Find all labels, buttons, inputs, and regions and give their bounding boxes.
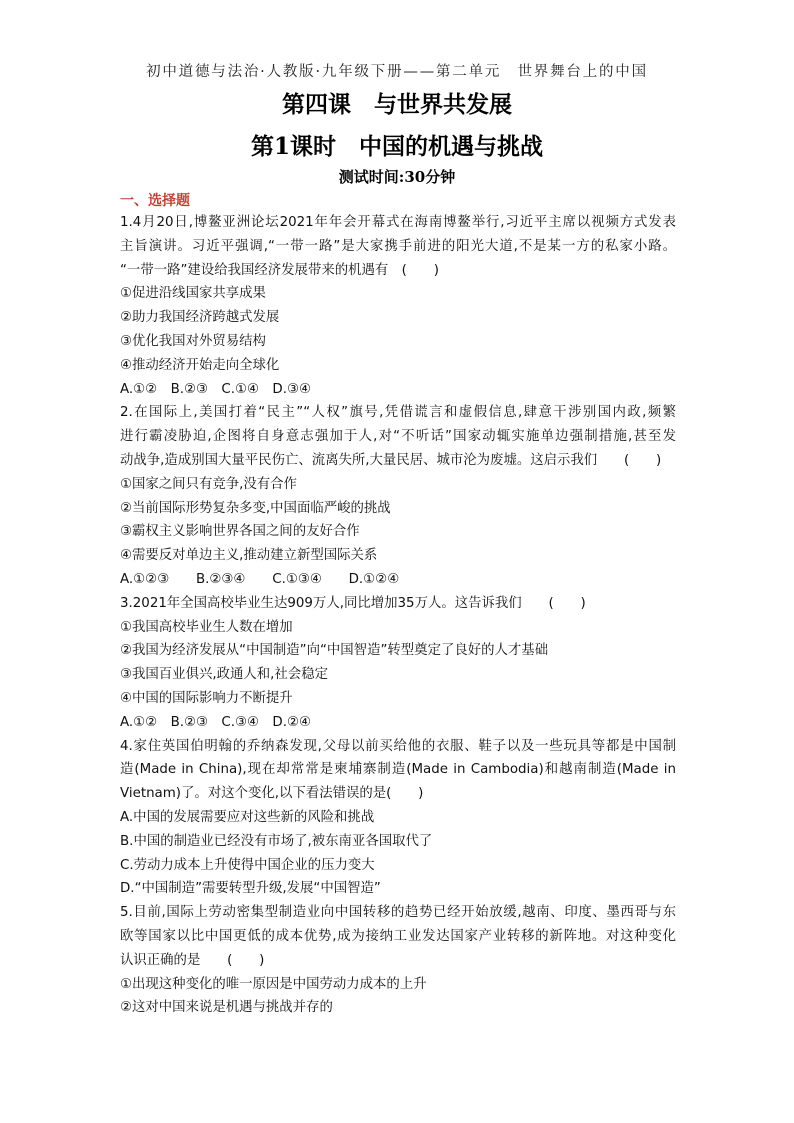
q4-option-d: D.“中国制造”需要转型升级,发展“中国智造” (120, 881, 381, 897)
q2-line: 2.在国际上,美国打着“民主”“人权”旗号,凭借谎言和虚假信息,肆意干涉别国内政,频繁 (120, 405, 676, 421)
lesson-title: 第四课 与世界共发展 (282, 91, 512, 118)
q4-option-b: B.中国的制造业已经没有市场了,被东南亚各国取代了 (120, 833, 433, 849)
q4-line: 造(Made in China),现在却常常是柬埔寨制造(Made in Cambodia)和越南制造(Made in (120, 762, 676, 778)
q3-statement: ②我国为经济发展从“中国制造”向“中国智造”转型奠定了良好的人才基础 (120, 643, 549, 659)
q1-statement: ②助力我国经济跨越式发展 (120, 310, 280, 326)
q1-line: 1.4月20日,博鳌亚洲论坛2021年年会开幕式在海南博鳌举行,习近平主席以视频方式发表 (120, 215, 676, 230)
q2-line: 动战争,造成别国大量平民伤亡、流离失所,大量民居、城市沦为废墟。这启示我们 ( ) (120, 452, 662, 468)
q4-option-c: C.劳动力成本上升使得中国企业的压力变大 (120, 857, 375, 873)
q3-statement: ①我国高校毕业生人数在增加 (120, 619, 293, 635)
q5-line: 认识正确的是 ( ) (120, 952, 265, 968)
q1-statement: ④推动经济开始走向全球化 (120, 357, 280, 373)
q3-statement: ④中国的国际影响力不断提升 (120, 690, 293, 706)
q1-statement: ③优化我国对外贸易结构 (120, 333, 266, 349)
question-list (120, 211, 676, 1020)
q2-statement: ④需要反对单边主义,推动建立新型国际关系 (120, 548, 378, 564)
q3-options: A.①② B.②③ C.③④ D.②④ (120, 714, 312, 730)
q2-statement: ①国家之间只有竞争,没有合作 (120, 476, 297, 492)
section-heading: 一、选择题 (120, 193, 190, 209)
q1-line: 主旨演讲。习近平强调,“一带一路”是大家携手前进的阳光大道,不是某一方的私家小路。 (120, 238, 676, 254)
q1-statement: ①促进沿线国家共享成果 (120, 286, 266, 302)
q4-line: 4.家住英国伯明翰的乔纳森发现,父母以前买给他的衣服、鞋子以及一些玩具等都是中国制 (120, 738, 676, 754)
q1-line: “一带一路”建设给我国经济发展带来的机遇有 ( ) (120, 262, 439, 278)
q4-option-a: A.中国的发展需要应对这些新的风险和挑战 (120, 809, 375, 825)
q3-line: 3.2021年全国高校毕业生达909万人,同比增加35万人。这告诉我们 ( ) (120, 595, 586, 611)
test-time: 测试时间:30分钟 (338, 168, 456, 186)
q5-line: 欧等国家以比中国更低的成本优势,成为接纳工业发达国家产业转移的新阵地。对这种变化 (120, 928, 676, 944)
period-title: 第1课时 中国的机遇与挑战 (250, 133, 543, 160)
running-header: 初中道德与法治·人教版·九年级下册——第二单元 世界舞台上的中国 (146, 64, 648, 80)
q2-statement: ②当前国际形势复杂多变,中国面临严峻的挑战 (120, 500, 391, 516)
q2-statement: ③霸权主义影响世界各国之间的友好合作 (120, 524, 360, 540)
q1-options: A.①② B.②③ C.①④ D.③④ (120, 381, 312, 397)
q5-line: 5.目前,国际上劳动密集型制造业向中国转移的趋势已经开始放缓,越南、印度、墨西哥与东 (120, 905, 676, 921)
q5-statement: ②这对中国来说是机遇与挑战并存的 (120, 1000, 333, 1016)
q2-line: 进行霸凌胁迫,企图将自身意志强加于人,对“不听话”国家动辄实施单边强制措施,甚至发 (120, 429, 676, 445)
q2-options: A.①②③ B.②③④ C.①③④ D.①②④ (120, 571, 400, 587)
q3-statement: ③我国百业俱兴,政通人和,社会稳定 (120, 667, 328, 683)
q5-statement: ①出现这种变化的唯一原因是中国劳动力成本的上升 (120, 976, 427, 992)
q4-line: Vietnam)了。对这个变化,以下看法错误的是( ) (120, 786, 424, 802)
